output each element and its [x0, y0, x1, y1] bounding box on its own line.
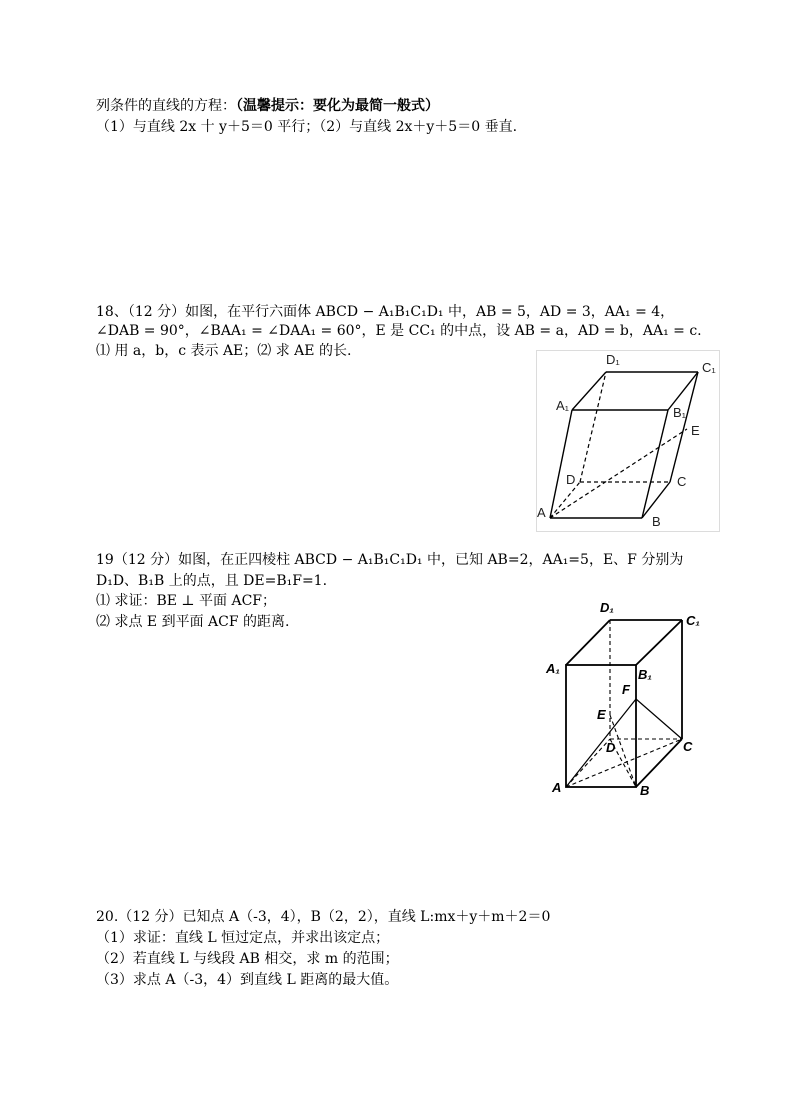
label-A1: A₁ [546, 661, 560, 676]
label-A: A [552, 780, 562, 795]
label-D1: D₁ [606, 352, 620, 367]
q19-line3: ⑴ 求证：BE ⊥ 平面 ACF； [96, 593, 277, 609]
q19-line2: D₁D、B₁B 上的点，且 DE=B₁F=1. [96, 573, 328, 589]
q18-line1: 18、（12 分）如图，在平行六面体 ABCD − A₁B₁C₁D₁ 中，AB = 5，AD = 3，AA₁ = 4， [96, 304, 675, 320]
label-D: D [566, 472, 576, 487]
label-A1: A₁ [556, 398, 570, 413]
q19-line1: 19（12 分）如图，在正四棱柱 ABCD − A₁B₁C₁D₁ 中，已知 AB=2，AA₁=5，E、F 分别为 [96, 552, 684, 568]
label-A: A [537, 505, 546, 520]
label-C1: C₁ [702, 360, 716, 375]
prism-figure [540, 595, 715, 810]
label-F: F [622, 682, 630, 697]
label-C1: C₁ [686, 613, 700, 628]
label-D: D [606, 740, 616, 755]
parallelepiped-figure [536, 350, 720, 532]
label-C: C [677, 474, 687, 489]
label-B: B [652, 514, 661, 529]
q17-line1 [96, 97, 439, 115]
label-B1: B₁ [673, 405, 687, 420]
label-D1: D₁ [600, 600, 614, 615]
label-B1: B₁ [638, 667, 652, 682]
label-E: E [597, 707, 606, 722]
q19-line4: ⑵ 求点 E 到平面 ACF 的距离. [96, 614, 290, 630]
q18-line2: ∠DAB = 90°，∠BAA₁ = ∠DAA₁ = 60°，E 是 CC₁ 的中点，设 AB = a，AD = b，AA₁ = c. [96, 323, 702, 339]
q18-line3: ⑴ 用 a，b，c 表示 AE；⑵ 求 AE 的长. [96, 343, 352, 359]
label-C: C [683, 739, 693, 754]
q20-line4: （3）求点 A（-3，4）到直线 L 距离的最大值。 [96, 972, 399, 988]
label-E: E [691, 423, 700, 438]
q17-line1-prefix: 列条件的直线的方程： [96, 98, 236, 114]
q20-line3: （2）若直线 L 与线段 AB 相交，求 m 的范围； [96, 951, 399, 967]
label-B: B [640, 783, 650, 798]
q17-line2: （1）与直线 2x 十 y＋5＝0 平行；（2）与直线 2x＋y＋5＝0 垂直. [96, 119, 518, 135]
q17-hint: （温馨提示：要化为最简一般式） [236, 98, 439, 114]
q20-line1: 20.（12 分）已知点 A（-3，4），B（2，2），直线 L:mx＋y＋m＋2＝0 [96, 909, 551, 925]
q20-line2: （1）求证：直线 L 恒过定点，并求出该定点； [96, 930, 390, 946]
